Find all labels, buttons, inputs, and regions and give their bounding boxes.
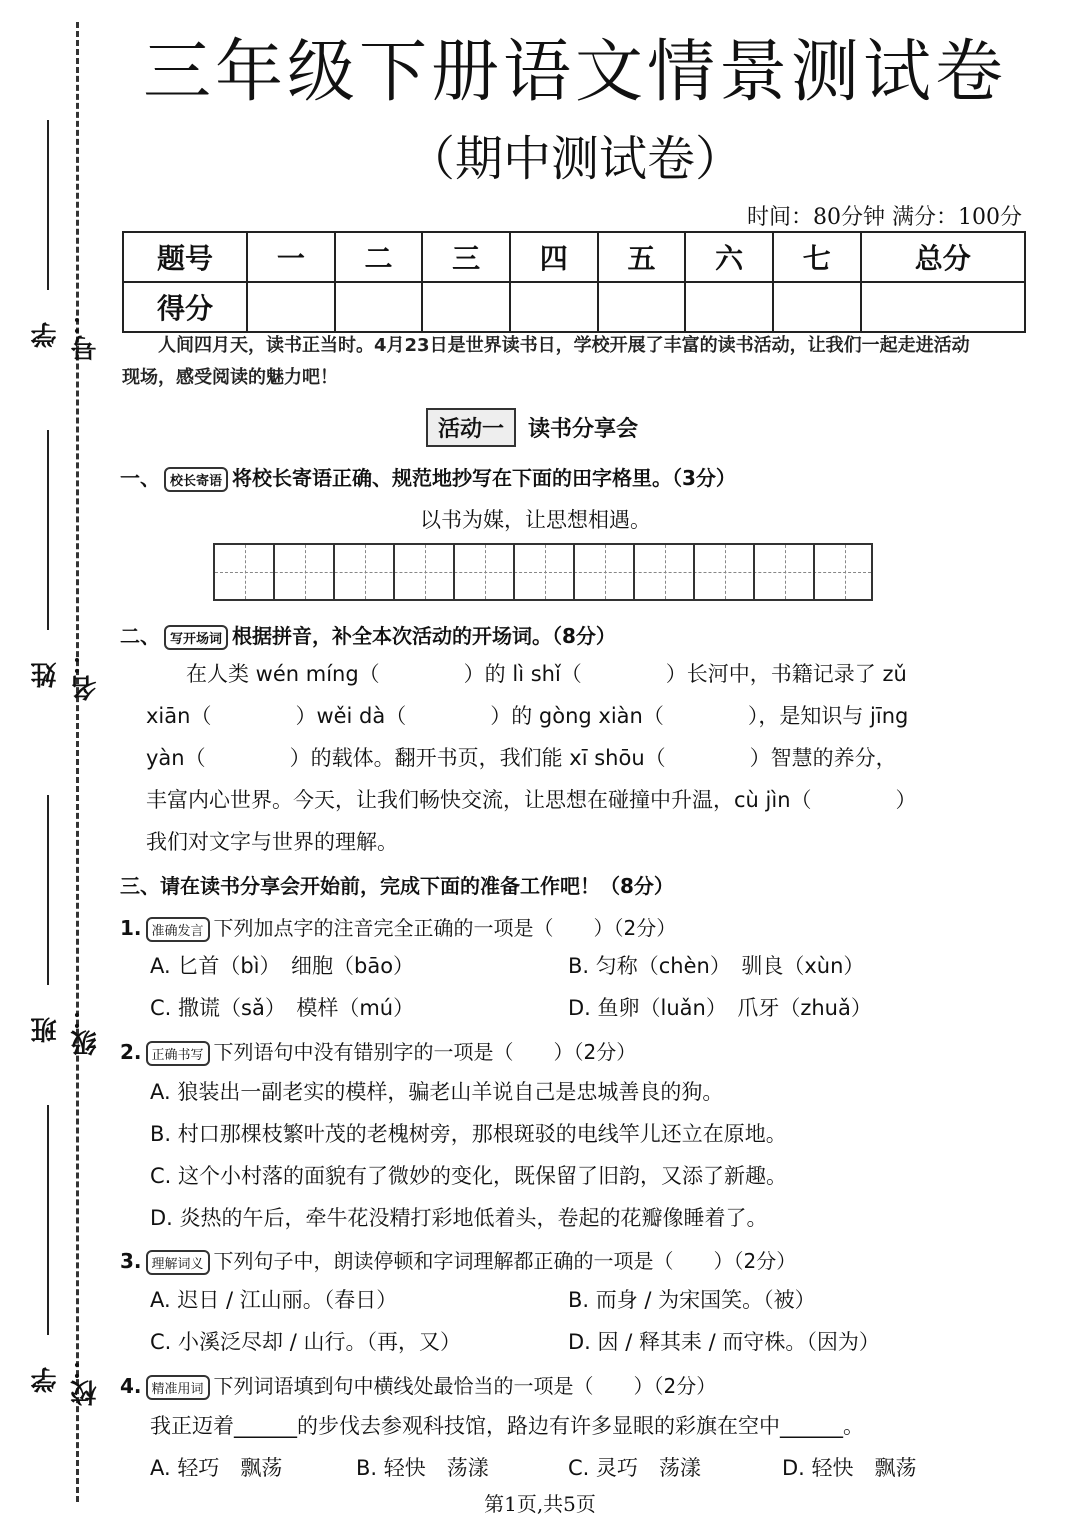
question-tag: 写开场词 [164, 625, 228, 650]
option-d[interactable]: D. 鱼卵（luǎn） 爪牙（zhuǎ） [568, 996, 872, 1020]
subquestion-number: 4. [120, 1374, 142, 1398]
option-a[interactable]: A. 轻巧 飘荡 [150, 1456, 283, 1480]
name-line[interactable] [47, 430, 49, 630]
grid-center-line [305, 545, 306, 599]
question-tag: 理解词义 [146, 1250, 210, 1275]
activity-heading [426, 408, 638, 447]
activity-badge: 活动一 [426, 408, 516, 447]
score-header-cell: 五 [598, 232, 686, 282]
question-text: 下列加点字的注音完全正确的一项是（ ）（2分） [213, 916, 677, 940]
option-a[interactable]: A. 迟日 / 江山丽。（春日） [150, 1288, 398, 1312]
question-text: 下列词语填到句中横线处最恰当的一项是（ ）（2分） [213, 1374, 717, 1398]
score-header-cell: 三 [422, 232, 510, 282]
score-input-cell[interactable] [510, 282, 598, 332]
score-input-cell[interactable] [335, 282, 423, 332]
page-subtitle: （期中测试卷） [406, 131, 743, 187]
score-row-label: 得分 [123, 282, 247, 332]
score-input-cell[interactable] [247, 282, 335, 332]
score-input-cell[interactable] [861, 282, 1025, 332]
grid-center-line [725, 545, 726, 599]
grid-center-line [665, 545, 666, 599]
option-b[interactable]: B. 匀称（chèn） 驯良（xùn） [568, 954, 865, 978]
score-header-cell: 一 [247, 232, 335, 282]
intro-paragraph: 人间四月天，读书正当时。4月23日是世界读书日，学校开展了丰富的读书活动，让我们一起走进活动现场，感受阅读的魅力吧！ [122, 335, 970, 388]
grid-center-line [605, 545, 606, 599]
question-tag: 校长寄语 [164, 467, 228, 492]
school-line[interactable] [47, 1105, 49, 1335]
question-3 [120, 870, 674, 899]
grid-center-line [845, 545, 846, 599]
score-header-cell: 六 [685, 232, 773, 282]
student-id-label: 学号： [31, 309, 101, 361]
option-c[interactable]: C. 撒谎（sǎ） 模样（mú） [150, 996, 415, 1020]
page-footer: 第1页,共5页 [484, 1492, 596, 1516]
fill-sentence: 我正迈着______的步伐去参观科技馆，路边有许多显眼的彩旗在空中______。 [150, 1414, 864, 1438]
exam-meta: 时间：80分钟 满分：100分 [747, 205, 1022, 230]
binding-dashed-line [76, 22, 79, 1502]
option-d[interactable]: D. 因 / 释其耒 / 而守株。（因为） [568, 1330, 880, 1354]
option-b[interactable]: B. 轻快 荡漾 [356, 1456, 489, 1480]
score-header-cell: 七 [773, 232, 861, 282]
option-b[interactable]: B. 村口那棵枝繁叶茂的老槐树旁，那根斑驳的电线竿儿还立在原地。 [150, 1122, 787, 1146]
question-number: 一、 [120, 466, 160, 490]
grid-center-line [545, 545, 546, 599]
score-header-cell: 二 [335, 232, 423, 282]
grid-center-line [785, 545, 786, 599]
pinyin-line[interactable]: 丰富内心世界。今天，让我们畅快交流，让思想在碰撞中升温，cù jìn（ ） [146, 788, 917, 812]
school-label: 学校： [31, 1354, 101, 1406]
question-tag: 正确书写 [146, 1041, 210, 1066]
class-label: 班级： [31, 1004, 101, 1056]
page-title: 三年级下册语文情景测试卷 [142, 33, 1007, 112]
score-header-cell: 题号 [123, 232, 247, 282]
score-table-header-row [123, 232, 1025, 282]
option-c[interactable]: C. 小溪泛尽却 / 山行。（再，又） [150, 1330, 461, 1354]
option-c[interactable]: C. 这个小村落的面貌有了微妙的变化，既保留了旧韵，又添了新趣。 [150, 1164, 788, 1188]
subquestion-number: 2. [120, 1040, 142, 1064]
grid-center-line [245, 545, 246, 599]
grid-center-line [365, 545, 366, 599]
question-text: 下列句子中，朗读停顿和字词理解都正确的一项是（ ）（2分） [213, 1249, 797, 1273]
pinyin-line[interactable]: yàn（ ）的载体。翻开书页，我们能 xī shōu（ ）智慧的养分， [146, 746, 897, 770]
score-header-cell: 四 [510, 232, 598, 282]
subquestion-2 [120, 1036, 636, 1066]
option-a[interactable]: A. 匕首（bì） 细胞（bāo） [150, 954, 415, 978]
option-c[interactable]: C. 灵巧 荡漾 [568, 1456, 702, 1480]
student-id-line[interactable] [47, 120, 49, 290]
score-header-cell: 总分 [861, 232, 1025, 282]
subquestion-3 [120, 1245, 796, 1275]
subquestion-number: 1. [120, 916, 142, 940]
principal-motto: 以书为媒，让思想相遇。 [420, 508, 651, 532]
pinyin-line[interactable]: xiān（ ）wěi dà（ ）的 gòng xiàn（ ），是知识与 jīng [146, 704, 909, 728]
grid-center-line [485, 545, 486, 599]
pinyin-line[interactable]: 在人类 wén míng（ ）的 lì shǐ（ ）长河中，书籍记录了 zǔ [186, 662, 907, 686]
option-a[interactable]: A. 狼装出一副老实的模样，骗老山羊说自己是忠城善良的狗。 [150, 1080, 724, 1104]
class-line[interactable] [47, 795, 49, 985]
grid-center-line [425, 545, 426, 599]
question-text: 下列语句中没有错别字的一项是（ ）（2分） [213, 1040, 637, 1064]
question-text: 根据拼音，补全本次活动的开场词。（8分） [232, 624, 616, 648]
option-b[interactable]: B. 而身 / 为宋国笑。（被） [568, 1288, 816, 1312]
question-text: 请在读书分享会开始前，完成下面的准备工作吧！（8分） [160, 874, 674, 898]
question-text: 将校长寄语正确、规范地抄写在下面的田字格里。（3分） [232, 466, 736, 490]
question-tag: 准确发言 [146, 917, 210, 942]
option-d[interactable]: D. 炎热的午后，牵牛花没精打彩地低着头，卷起的花瓣像睡着了。 [150, 1206, 768, 1230]
question-tag: 精准用词 [146, 1375, 210, 1400]
subquestion-number: 3. [120, 1249, 142, 1273]
pinyin-line: 我们对文字与世界的理解。 [146, 830, 398, 854]
activity-title: 读书分享会 [528, 417, 639, 442]
name-label: 姓名： [31, 649, 101, 701]
subquestion-1 [120, 912, 676, 942]
question-1 [120, 462, 736, 492]
score-input-cell[interactable] [598, 282, 686, 332]
score-input-cell[interactable] [422, 282, 510, 332]
tianzige-grid[interactable] [213, 543, 873, 601]
question-2 [120, 620, 616, 650]
score-table-score-row [123, 282, 1025, 332]
score-input-cell[interactable] [685, 282, 773, 332]
score-table [122, 231, 1026, 333]
option-d[interactable]: D. 轻快 飘荡 [782, 1456, 917, 1480]
score-input-cell[interactable] [773, 282, 861, 332]
question-number: 二、 [120, 624, 160, 648]
subquestion-4 [120, 1370, 716, 1400]
question-number: 三、 [120, 874, 160, 898]
